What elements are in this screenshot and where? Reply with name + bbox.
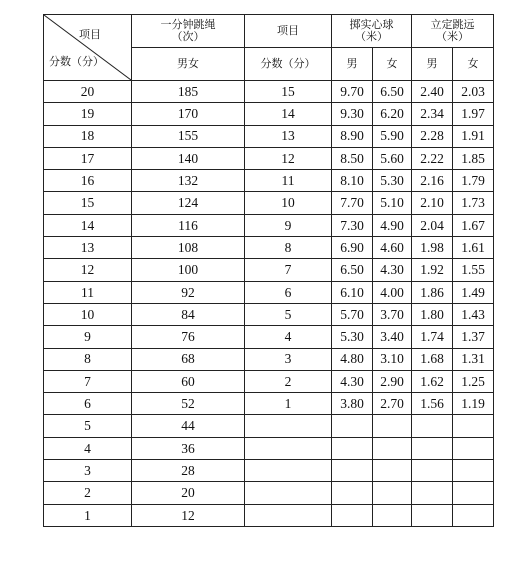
jump-male-cell: 1.98 [412,237,453,259]
ball-female-cell: 2.70 [373,393,412,415]
jump-female-cell: 2.03 [453,81,494,103]
score-cell: 10 [44,303,132,325]
score-cell: 16 [44,170,132,192]
score-cell: 14 [44,214,132,236]
ball-male-cell: 3.80 [332,393,373,415]
rope-count-cell: 12 [132,504,245,526]
ball-female-cell: 4.00 [373,281,412,303]
jump-male-cell: 1.74 [412,326,453,348]
item-score-cell [245,482,332,504]
ball-female-cell: 3.40 [373,326,412,348]
score-cell: 6 [44,393,132,415]
score-cell: 1 [44,504,132,526]
jump-female-cell: 1.43 [453,303,494,325]
rope-count-cell: 100 [132,259,245,281]
table-row [44,192,494,214]
score-cell: 9 [44,326,132,348]
rope-count-cell: 28 [132,460,245,482]
diagonal-divider [44,15,131,80]
ball-female-cell: 5.90 [373,125,412,147]
ball-female-cell [373,482,412,504]
ball-male-cell [332,482,373,504]
score-cell: 12 [44,259,132,281]
jump-unit: （米） [436,31,469,43]
table-row [44,281,494,303]
jump-male-cell: 2.16 [412,170,453,192]
jump-male-cell: 1.68 [412,348,453,370]
item-score-cell [245,460,332,482]
table-row [44,460,494,482]
rope-header-cell [132,15,245,48]
ball-title: 掷实心球 [349,19,394,31]
rope-count-cell: 52 [132,393,245,415]
rope-title: 一分钟跳绳 [160,19,216,31]
table-row [44,103,494,125]
jump-female-cell [453,437,494,459]
score-cell: 17 [44,147,132,169]
item-score-cell [245,437,332,459]
ball-female-cell: 6.20 [373,103,412,125]
score-cell: 8 [44,348,132,370]
rope-count-cell: 20 [132,482,245,504]
ball-male-cell [332,460,373,482]
rope-count-cell: 108 [132,237,245,259]
rope-count-cell: 68 [132,348,245,370]
jump-male-cell: 2.04 [412,214,453,236]
jump-male-cell: 1.92 [412,259,453,281]
jump-female-cell: 1.19 [453,393,494,415]
jump-female-cell [453,504,494,526]
ball-female-cell [373,415,412,437]
jump-female-cell: 1.55 [453,259,494,281]
jump-female-cell [453,415,494,437]
table-row [44,147,494,169]
ball-male-cell: 8.50 [332,147,373,169]
jump-female-cell: 1.85 [453,147,494,169]
ball-male-cell [332,504,373,526]
jump-female-cell: 1.91 [453,125,494,147]
score-cell: 11 [44,281,132,303]
jump-male-cell: 1.62 [412,370,453,392]
rope-count-cell: 132 [132,170,245,192]
ball-female-cell: 6.50 [373,81,412,103]
rope-gender-header: 男女 [132,48,245,81]
jump-female-cell: 1.37 [453,326,494,348]
rope-count-cell: 140 [132,147,245,169]
rope-count-cell: 155 [132,125,245,147]
table-row [44,237,494,259]
jump-female-cell: 1.25 [453,370,494,392]
score-cell: 3 [44,460,132,482]
item-score-cell: 15 [245,81,332,103]
ball-unit: （米） [355,31,388,43]
item-score-cell: 1 [245,393,332,415]
table-row [44,393,494,415]
jump-male-cell: 1.86 [412,281,453,303]
jump-male-cell [412,482,453,504]
ball-female-cell [373,504,412,526]
rope-count-cell: 92 [132,281,245,303]
jump-male-cell: 2.22 [412,147,453,169]
table-row [44,81,494,103]
item-score-cell [245,415,332,437]
jump-female-cell [453,460,494,482]
table-row [44,214,494,236]
corner-item-label: 项目 [79,29,101,41]
ball-male-cell: 7.70 [332,192,373,214]
item-score-cell: 3 [245,348,332,370]
ball-female-cell: 4.30 [373,259,412,281]
ball-female-cell: 2.90 [373,370,412,392]
rope-count-cell: 124 [132,192,245,214]
ball-male-cell: 9.30 [332,103,373,125]
jump-female-cell: 1.31 [453,348,494,370]
rope-count-cell: 60 [132,370,245,392]
ball-male-cell [332,415,373,437]
jump-male-cell [412,437,453,459]
ball-male-header: 男 [332,48,373,81]
item-score-cell: 8 [245,237,332,259]
jump-female-header: 女 [453,48,494,81]
ball-male-cell: 5.30 [332,326,373,348]
score-cell: 5 [44,415,132,437]
rope-count-cell: 116 [132,214,245,236]
rope-count-cell: 170 [132,103,245,125]
jump-male-cell [412,415,453,437]
ball-male-cell: 7.30 [332,214,373,236]
jump-female-cell: 1.61 [453,237,494,259]
ball-female-header: 女 [373,48,412,81]
ball-female-cell [373,460,412,482]
ball-header-cell [332,15,412,48]
item-score-cell: 5 [245,303,332,325]
jump-male-cell [412,460,453,482]
jump-female-cell [453,482,494,504]
rope-count-cell: 84 [132,303,245,325]
item-score-cell: 7 [245,259,332,281]
rope-count-cell: 76 [132,326,245,348]
score-table-wrapper [43,14,494,527]
jump-female-cell: 1.79 [453,170,494,192]
score-cell: 15 [44,192,132,214]
item-score-header: 分数（分） [245,48,332,81]
ball-male-cell: 8.90 [332,125,373,147]
item-score-cell: 11 [245,170,332,192]
table-row [44,370,494,392]
table-row [44,504,494,526]
ball-female-cell: 5.30 [373,170,412,192]
jump-male-cell: 2.28 [412,125,453,147]
corner-header-cell [44,15,132,81]
item-score-cell: 14 [245,103,332,125]
jump-male-cell [412,504,453,526]
score-table-body [44,81,494,527]
ball-male-cell: 8.10 [332,170,373,192]
jump-male-cell: 2.34 [412,103,453,125]
score-cell: 2 [44,482,132,504]
jump-male-cell: 1.56 [412,393,453,415]
item-score-cell: 6 [245,281,332,303]
score-cell: 19 [44,103,132,125]
score-cell: 7 [44,370,132,392]
ball-female-cell: 4.60 [373,237,412,259]
jump-male-cell: 1.80 [412,303,453,325]
ball-male-cell [332,437,373,459]
jump-title: 立定跳远 [430,19,475,31]
jump-male-cell: 2.10 [412,192,453,214]
table-row [44,482,494,504]
table-row [44,303,494,325]
ball-male-cell: 5.70 [332,303,373,325]
table-row [44,415,494,437]
ball-female-cell: 5.10 [373,192,412,214]
item-header-cell: 项目 [245,15,332,48]
ball-male-cell: 6.90 [332,237,373,259]
rope-count-cell: 36 [132,437,245,459]
jump-female-cell: 1.73 [453,192,494,214]
item-score-cell: 10 [245,192,332,214]
score-table [43,14,494,527]
jump-female-cell: 1.67 [453,214,494,236]
ball-male-cell: 6.10 [332,281,373,303]
item-score-cell: 2 [245,370,332,392]
jump-female-cell: 1.97 [453,103,494,125]
table-row [44,125,494,147]
jump-male-header: 男 [412,48,453,81]
jump-header-cell [412,15,494,48]
ball-male-cell: 4.80 [332,348,373,370]
rope-count-cell: 185 [132,81,245,103]
rope-unit: （次） [171,31,205,43]
table-row [44,326,494,348]
item-score-cell: 4 [245,326,332,348]
jump-male-cell: 2.40 [412,81,453,103]
ball-female-cell: 3.10 [373,348,412,370]
ball-female-cell: 5.60 [373,147,412,169]
ball-male-cell: 6.50 [332,259,373,281]
score-cell: 18 [44,125,132,147]
table-row [44,437,494,459]
rope-count-cell: 44 [132,415,245,437]
score-cell: 13 [44,237,132,259]
table-row [44,259,494,281]
item-score-cell [245,504,332,526]
jump-female-cell: 1.49 [453,281,494,303]
item-score-cell: 12 [245,147,332,169]
score-cell: 4 [44,437,132,459]
ball-male-cell: 9.70 [332,81,373,103]
ball-female-cell: 4.90 [373,214,412,236]
score-cell: 20 [44,81,132,103]
ball-male-cell: 4.30 [332,370,373,392]
corner-score-label: 分数（分） [49,56,104,68]
ball-female-cell [373,437,412,459]
ball-female-cell: 3.70 [373,303,412,325]
item-score-cell: 9 [245,214,332,236]
item-score-cell: 13 [245,125,332,147]
table-row [44,348,494,370]
table-row [44,170,494,192]
